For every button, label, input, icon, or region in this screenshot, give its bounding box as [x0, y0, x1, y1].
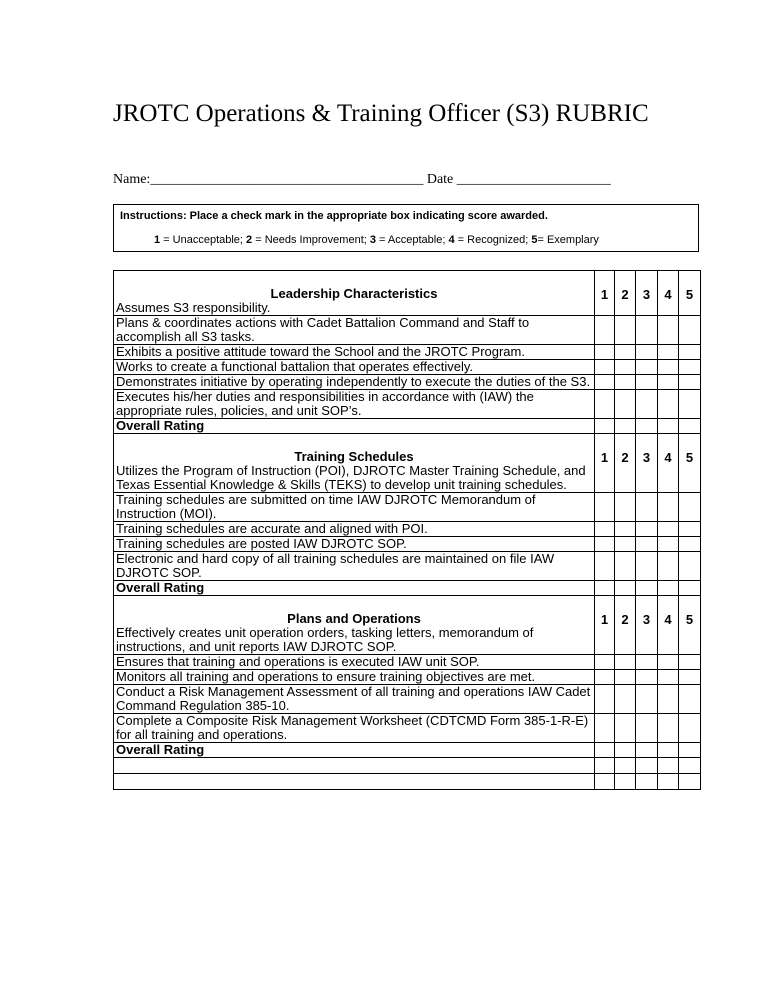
- score-checkbox[interactable]: [595, 375, 615, 390]
- table-row: [114, 493, 701, 522]
- section-title: Plans and Operations: [287, 611, 421, 626]
- score-checkbox[interactable]: [636, 390, 658, 419]
- scale-num: 4: [448, 234, 455, 246]
- score-checkbox[interactable]: [679, 655, 701, 670]
- table-row: [114, 390, 701, 419]
- score-checkbox[interactable]: [658, 758, 679, 774]
- overall-rating-row: [114, 743, 701, 758]
- score-header: 5: [679, 596, 701, 655]
- score-checkbox[interactable]: [658, 581, 679, 596]
- score-header: 4: [658, 596, 679, 655]
- table-row: [114, 685, 701, 714]
- scale-desc: = Recognized;: [454, 234, 532, 246]
- score-checkbox[interactable]: [615, 316, 636, 345]
- score-checkbox[interactable]: [615, 345, 636, 360]
- score-checkbox[interactable]: [636, 670, 658, 685]
- score-checkbox[interactable]: [615, 375, 636, 390]
- score-checkbox[interactable]: [679, 360, 701, 375]
- score-checkbox[interactable]: [679, 316, 701, 345]
- overall-rating-row: [114, 581, 701, 596]
- criteria-text: Training schedules are posted IAW DJROTC SOP.: [114, 537, 595, 552]
- score-checkbox[interactable]: [615, 522, 636, 537]
- score-checkbox[interactable]: [636, 345, 658, 360]
- score-checkbox[interactable]: [595, 522, 615, 537]
- scale-num: 3: [369, 234, 376, 246]
- score-checkbox[interactable]: [615, 758, 636, 774]
- score-checkbox[interactable]: [658, 552, 679, 581]
- score-checkbox[interactable]: [636, 493, 658, 522]
- table-row: [114, 345, 701, 360]
- section-title: Leadership Characteristics: [270, 286, 438, 301]
- score-checkbox[interactable]: [636, 375, 658, 390]
- score-checkbox[interactable]: [679, 375, 701, 390]
- table-row: [114, 271, 701, 316]
- scale-desc: = Unacceptable;: [160, 234, 247, 246]
- overall-rating-row: [114, 419, 701, 434]
- score-checkbox[interactable]: [636, 758, 658, 774]
- criteria-text: Conduct a Risk Management Assessment of all training and operations IAW Cadet Command Regulation 385-10.: [114, 685, 595, 714]
- criteria-text: Monitors all training and operations to ensure training objectives are met.: [114, 670, 595, 685]
- scale-num: 2: [246, 234, 253, 246]
- score-checkbox[interactable]: [658, 774, 679, 790]
- score-header: 3: [636, 271, 658, 316]
- section-title: Training Schedules: [294, 449, 414, 464]
- score-checkbox[interactable]: [615, 581, 636, 596]
- score-checkbox[interactable]: [595, 316, 615, 345]
- score-checkbox[interactable]: [679, 774, 701, 790]
- score-header: 3: [636, 596, 658, 655]
- score-checkbox[interactable]: [595, 537, 615, 552]
- table-row: [114, 596, 701, 655]
- score-checkbox[interactable]: [595, 714, 615, 743]
- name-label: Name:: [113, 172, 151, 187]
- score-header: 1: [595, 434, 615, 493]
- score-checkbox[interactable]: [615, 419, 636, 434]
- score-checkbox[interactable]: [636, 655, 658, 670]
- score-checkbox[interactable]: [595, 419, 615, 434]
- instructions-box: [113, 204, 699, 252]
- score-checkbox[interactable]: [615, 493, 636, 522]
- score-checkbox[interactable]: [595, 493, 615, 522]
- score-checkbox[interactable]: [615, 537, 636, 552]
- table-row: [114, 360, 701, 375]
- blank-cell: [114, 774, 595, 790]
- score-checkbox[interactable]: [636, 714, 658, 743]
- score-checkbox[interactable]: [595, 743, 615, 758]
- score-checkbox[interactable]: [595, 655, 615, 670]
- score-checkbox[interactable]: [615, 360, 636, 375]
- score-checkbox[interactable]: [679, 714, 701, 743]
- rubric-table: [113, 270, 701, 790]
- score-checkbox[interactable]: [679, 345, 701, 360]
- score-header: 4: [658, 271, 679, 316]
- criteria-text: Exhibits a positive attitude toward the School and the JROTC Program.: [114, 345, 595, 360]
- score-header: 5: [679, 434, 701, 493]
- criteria-text: Executes his/her duties and responsibilities in accordance with (IAW) the appropriate rules, policies, and unit SOP’s.: [114, 390, 595, 419]
- scale-desc: = Acceptable;: [376, 234, 449, 246]
- table-row: [114, 670, 701, 685]
- score-checkbox[interactable]: [679, 493, 701, 522]
- score-header: 3: [636, 434, 658, 493]
- table-row: [114, 522, 701, 537]
- date-field[interactable]: ______________________: [456, 172, 611, 187]
- score-checkbox[interactable]: [615, 714, 636, 743]
- score-checkbox[interactable]: [595, 685, 615, 714]
- score-checkbox[interactable]: [636, 316, 658, 345]
- score-checkbox[interactable]: [658, 390, 679, 419]
- criteria-text: Ensures that training and operations is executed IAW unit SOP.: [114, 655, 595, 670]
- criteria-text: Assumes S3 responsibility.: [116, 300, 271, 315]
- overall-rating-label: Overall Rating: [114, 419, 595, 434]
- score-checkbox[interactable]: [636, 360, 658, 375]
- criteria-text: Works to create a functional battalion that operates effectively.: [114, 360, 595, 375]
- score-checkbox[interactable]: [636, 685, 658, 714]
- criteria-text: Electronic and hard copy of all training schedules are maintained on file IAW DJROTC SOP.: [114, 552, 595, 581]
- name-date-line: [113, 172, 611, 188]
- table-row: [114, 316, 701, 345]
- name-field[interactable]: _______________________________________: [150, 172, 424, 187]
- score-checkbox[interactable]: [658, 714, 679, 743]
- score-header: 2: [615, 596, 636, 655]
- criteria-cell: [114, 271, 595, 316]
- table-row: [114, 655, 701, 670]
- score-checkbox[interactable]: [636, 419, 658, 434]
- score-checkbox[interactable]: [658, 685, 679, 714]
- score-checkbox[interactable]: [679, 537, 701, 552]
- score-checkbox[interactable]: [595, 774, 615, 790]
- criteria-text: Demonstrates initiative by operating independently to execute the duties of the S3.: [114, 375, 595, 390]
- score-checkbox[interactable]: [658, 345, 679, 360]
- score-checkbox[interactable]: [658, 743, 679, 758]
- score-header: 2: [615, 434, 636, 493]
- page-title: JROTC Operations & Training Officer (S3) RUBRIC: [113, 100, 649, 127]
- score-checkbox[interactable]: [595, 345, 615, 360]
- score-checkbox[interactable]: [658, 670, 679, 685]
- score-scale: [154, 234, 599, 246]
- score-checkbox[interactable]: [658, 655, 679, 670]
- score-checkbox[interactable]: [679, 758, 701, 774]
- criteria-text: Effectively creates unit operation orders, tasking letters, memorandum of instructions, and unit reports IAW DJROTC SOP.: [116, 625, 534, 654]
- table-row: [114, 434, 701, 493]
- score-checkbox[interactable]: [636, 743, 658, 758]
- score-checkbox[interactable]: [658, 316, 679, 345]
- score-checkbox[interactable]: [679, 670, 701, 685]
- rubric-body: [114, 271, 701, 790]
- score-checkbox[interactable]: [595, 390, 615, 419]
- score-checkbox[interactable]: [595, 360, 615, 375]
- score-checkbox[interactable]: [615, 390, 636, 419]
- scale-desc: = Needs Improvement;: [252, 234, 370, 246]
- score-checkbox[interactable]: [636, 581, 658, 596]
- score-checkbox[interactable]: [595, 581, 615, 596]
- score-checkbox[interactable]: [615, 655, 636, 670]
- scale-num: 1: [154, 234, 161, 246]
- score-header: 1: [595, 596, 615, 655]
- score-checkbox[interactable]: [658, 522, 679, 537]
- score-checkbox[interactable]: [679, 390, 701, 419]
- score-checkbox[interactable]: [595, 758, 615, 774]
- criteria-text: Complete a Composite Risk Management Worksheet (CDTCMD Form 385-1-R-E) for all training and operations.: [114, 714, 595, 743]
- score-checkbox[interactable]: [658, 375, 679, 390]
- overall-rating-label: Overall Rating: [114, 743, 595, 758]
- score-checkbox[interactable]: [636, 537, 658, 552]
- scale-num: 5: [531, 234, 538, 246]
- criteria-text: Plans & coordinates actions with Cadet Battalion Command and Staff to accomplish all S3 tasks.: [114, 316, 595, 345]
- instructions-text: Instructions: Place a check mark in the appropriate box indicating score awarded.: [120, 210, 548, 222]
- score-checkbox[interactable]: [615, 670, 636, 685]
- score-checkbox[interactable]: [658, 493, 679, 522]
- blank-row: [114, 758, 701, 774]
- score-header: 1: [595, 271, 615, 316]
- date-label: Date: [423, 172, 457, 187]
- score-checkbox[interactable]: [679, 522, 701, 537]
- score-checkbox[interactable]: [615, 743, 636, 758]
- score-checkbox[interactable]: [595, 670, 615, 685]
- table-row: [114, 714, 701, 743]
- score-checkbox[interactable]: [636, 522, 658, 537]
- score-checkbox[interactable]: [595, 552, 615, 581]
- criteria-text: Utilizes the Program of Instruction (POI), DJROTC Master Training Schedule, and Texas Essential Knowledge & Skills (TEKS) to develop unit training schedules.: [116, 463, 586, 492]
- table-row: [114, 375, 701, 390]
- score-checkbox[interactable]: [658, 419, 679, 434]
- score-checkbox[interactable]: [615, 685, 636, 714]
- score-header: 5: [679, 271, 701, 316]
- score-checkbox[interactable]: [615, 774, 636, 790]
- overall-rating-label: Overall Rating: [114, 581, 595, 596]
- score-checkbox[interactable]: [636, 774, 658, 790]
- criteria-text: Training schedules are submitted on time IAW DJROTC Memorandum of Instruction (MOI).: [114, 493, 595, 522]
- blank-cell: [114, 758, 595, 774]
- score-checkbox[interactable]: [658, 537, 679, 552]
- table-row: [114, 552, 701, 581]
- scale-desc: = Exemplary: [537, 234, 599, 246]
- score-checkbox[interactable]: [615, 552, 636, 581]
- score-header: 4: [658, 434, 679, 493]
- blank-row: [114, 774, 701, 790]
- table-row: [114, 537, 701, 552]
- score-header: 2: [615, 271, 636, 316]
- score-checkbox[interactable]: [679, 685, 701, 714]
- criteria-cell: [114, 434, 595, 493]
- score-checkbox[interactable]: [679, 581, 701, 596]
- score-checkbox[interactable]: [658, 360, 679, 375]
- score-checkbox[interactable]: [679, 419, 701, 434]
- score-checkbox[interactable]: [636, 552, 658, 581]
- score-checkbox[interactable]: [679, 743, 701, 758]
- score-checkbox[interactable]: [679, 552, 701, 581]
- criteria-text: Training schedules are accurate and aligned with POI.: [114, 522, 595, 537]
- criteria-cell: [114, 596, 595, 655]
